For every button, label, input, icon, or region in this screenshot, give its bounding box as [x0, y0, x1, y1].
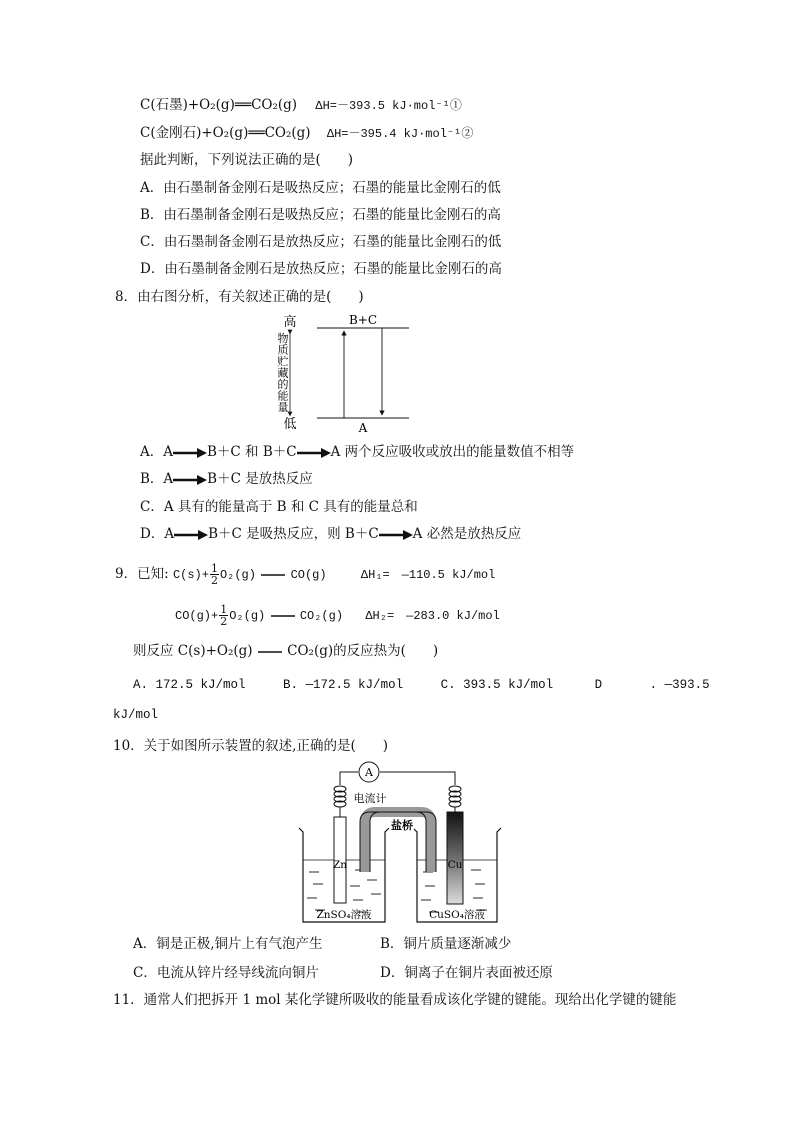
left-solution-label: ZnSO₄溶液: [316, 909, 372, 921]
q10-option-b: B．铜片质量逐渐减少: [380, 936, 512, 952]
q10-stem: 10．关于如图所示装置的叙述,正确的是( ): [113, 738, 389, 754]
q10-option-c: C．电流从锌片经导线流向铜片: [133, 965, 319, 981]
reaction-line-icon: [260, 571, 286, 579]
svg-text:物质贮藏的能量: 物质贮藏的能量: [277, 332, 289, 414]
q9-dh1: ΔH₁= —110.5 kJ/mol: [360, 568, 496, 582]
q9-option-d-value: . —393.5: [649, 678, 710, 692]
one-half-fraction: $\frac{1}{2}$: [220, 603, 228, 628]
reaction-arrow-icon: [173, 475, 207, 485]
q10-option-d: D．铜离子在铜片表面被还原: [380, 965, 553, 981]
q8-energy-diagram: [270, 310, 430, 435]
q7-eq2-enthalpy: ΔH=－395.4 kJ·mol⁻¹②: [326, 127, 474, 141]
q9-stem: 则反应 C(s)+O₂(g) CO₂(g)的反应热为( ): [133, 643, 439, 659]
copper-label: Cu: [447, 859, 463, 871]
q7-eq1-formula: C(石墨)+O₂(g)══CO₂(g): [140, 97, 298, 113]
q7-equation-2: [140, 124, 473, 143]
q9-equation-2: CO(g)+ $\frac{1}{2}$ O₂(g) CO₂(g) ΔH₂= —283.0 kJ/mol: [175, 603, 500, 628]
reaction-arrow-icon: [297, 448, 331, 458]
q9-option-a: A. 172.5 kJ/mol: [133, 678, 246, 692]
q9-options: [133, 676, 710, 694]
q8-axis-label: [278, 331, 289, 414]
right-solution-label: CuSO₄溶液: [429, 909, 485, 921]
ammeter-symbol: A: [365, 766, 373, 779]
q8-option-a: A．A B＋C 和 B＋C A 两个反应吸收或放出的能量数值不相等: [140, 444, 575, 460]
q7-option-a: A．由石墨制备金刚石是吸热反应；石墨的能量比金刚石的低: [140, 180, 501, 196]
q8-high-label: 高: [283, 315, 297, 330]
left-coil-icon: [334, 786, 346, 817]
q8-option-b: B．A B＋C 是放热反应: [140, 471, 313, 487]
q8-bottom-level-label: A: [358, 421, 368, 435]
reaction-arrow-icon: [173, 448, 207, 458]
q11-stem: 11．通常人们把拆开 1 mol 某化学键所吸收的能量看成该化学键的键能。现给出化学键的键能: [113, 992, 677, 1008]
q8-option-c: C．A 具有的能量高于 B 和 C 具有的能量总和: [140, 499, 418, 515]
q9-dh2: ΔH₂= —283.0 kJ/mol: [365, 609, 500, 623]
q8-stem: 8．由右图分析，有关叙述正确的是( ): [115, 289, 364, 305]
reaction-line-icon: [270, 612, 296, 620]
q7-eq2-formula: C(金刚石)+O₂(g)══CO₂(g): [140, 125, 311, 141]
q9-option-d-unit: kJ/mol: [113, 708, 159, 722]
copper-electrode: [447, 812, 463, 904]
q10-galvanic-cell-diagram: [295, 760, 505, 930]
reaction-line-icon: [257, 648, 283, 656]
reaction-arrow-icon: [174, 530, 208, 540]
q9-option-d-letter: D: [594, 678, 603, 692]
q7-eq1-enthalpy: ΔH=－393.5 kJ·mol⁻¹①: [315, 99, 462, 113]
q10-option-a: A．铜是正极,铜片上有气泡产生: [133, 936, 323, 952]
q7-equation-1: [140, 96, 462, 115]
reaction-arrow-icon: [379, 530, 413, 540]
q9-option-b: B. —172.5 kJ/mol: [283, 678, 404, 692]
q9-option-c: C. 393.5 kJ/mol: [440, 678, 554, 692]
q8-low-label: 低: [283, 417, 297, 432]
q8-top-level-label: B+C: [348, 313, 378, 327]
q7-option-d: D．由石墨制备金刚石是放热反应；石墨的能量比金刚石的高: [140, 261, 502, 277]
q9-equation-1: 9．已知: C(s)+ $\frac{1}{2}$ O₂(g) CO(g) ΔH₁= —110.5 kJ/mol: [115, 562, 496, 587]
one-half-fraction: $\frac{1}{2}$: [210, 562, 218, 587]
right-coil-icon: [449, 786, 461, 812]
q7-stem: 据此判断，下列说法正确的是( ): [140, 152, 354, 168]
salt-bridge-label: 盐桥: [391, 819, 413, 832]
zinc-label: Zn: [332, 859, 348, 871]
q7-option-b: B．由石墨制备金刚石是吸热反应；石墨的能量比金刚石的高: [140, 207, 501, 223]
q7-option-c: C．由石墨制备金刚石是放热反应；石墨的能量比金刚石的低: [140, 234, 502, 250]
q8-option-d: D．A B＋C 是吸热反应，则 B＋C A 必然是放热反应: [140, 526, 522, 542]
ammeter-label: 电流计: [353, 792, 387, 805]
